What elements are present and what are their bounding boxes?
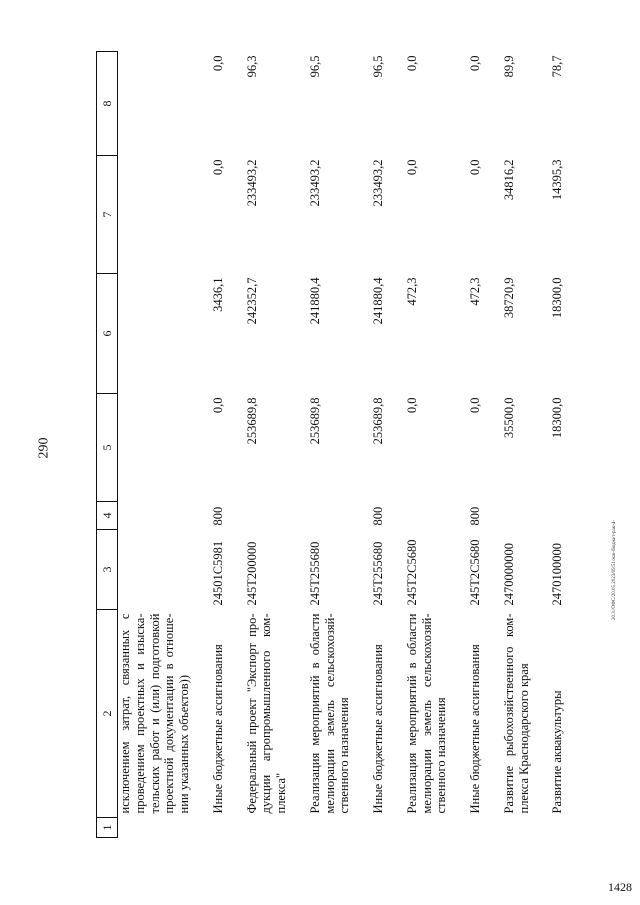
row-name-cell: Развитие рыбохозяйственного ком-плекса Краснодарского края [501,613,531,814]
row-approved-cell: 241880,4 [371,277,385,325]
row-executed-cell [118,156,208,274]
row-percent-cell: 96,3 [244,55,259,78]
row-executed-cell: 14395,3 [550,159,565,201]
row-plan-cell: 253689,8 [371,397,385,445]
row-name-cell: исключением затрат, связанных с проведением проектных и изыска-тельских работ и (или) подготовкой проектной документации в отноше-нии указанных объектов)) [118,613,191,814]
header-col-8: 8 [97,52,118,156]
row-percent-cell: 0,0 [210,55,225,72]
row-plan-cell: 0,0 [210,397,225,414]
row-approved-cell: 38720,9 [501,277,516,319]
table-header-row [97,52,118,838]
row-index-cell [242,818,305,838]
row-code-cell: 245T255680 [371,541,385,606]
header-col-3: 3 [97,530,118,610]
table-row [499,52,548,838]
header-col-1: 1 [97,818,118,838]
row-approved-cell: 472,3 [404,277,419,306]
header-col-6: 6 [97,274,118,394]
header-col-2: 2 [97,610,118,818]
table-row [465,52,499,838]
row-code-cell: 245T255680 [307,541,322,606]
header-col-4: 4 [97,502,118,530]
row-index-cell [305,818,368,838]
table-row [402,52,465,838]
row-percent-cell: 96,5 [307,55,322,78]
row-executed-cell: 233493,2 [307,159,322,207]
row-plan-cell: 18300,0 [550,397,565,439]
row-type-cell [547,502,581,530]
row-type-cell [305,502,368,530]
row-approved-cell: 18300,0 [550,277,565,319]
table-row [368,52,402,838]
row-code-cell: 245T200000 [244,541,259,606]
row-name-cell: Иные бюджетные ассигнования [468,644,482,814]
row-executed-cell: 233493,2 [371,159,385,207]
row-type-cell [242,502,305,530]
row-index-cell [208,818,242,838]
table-row [547,52,581,838]
row-code-cell [118,530,208,610]
table-row [242,52,305,838]
row-percent-cell: 0,0 [404,55,419,72]
row-percent-cell: 78,7 [550,55,565,78]
row-type-cell: 800 [371,506,385,526]
row-type-cell [402,502,465,530]
row-executed-cell: 0,0 [210,159,225,176]
rotated-table-container [96,52,581,838]
row-approved-cell [118,274,208,394]
row-executed-cell: 0,0 [468,159,482,176]
row-type-cell: 800 [468,506,482,526]
row-index-cell [547,818,581,838]
row-name-cell: Иные бюджетные ассигнования [210,644,225,814]
table-row [118,52,208,838]
row-name-cell: Развитие аквакультуры [550,690,565,814]
row-code-cell: 2470100000 [550,543,565,606]
row-code-cell: 245T2C5680 [404,539,419,606]
row-approved-cell: 241880,4 [307,277,322,325]
row-plan-cell: 35500,0 [501,397,516,439]
table-row [208,52,242,838]
row-plan-cell: 0,0 [468,397,482,414]
row-index-cell [465,818,499,838]
page-number: 290 [36,437,52,459]
row-code-cell: 24501C5981 [210,540,225,606]
row-code-cell: 2470000000 [501,543,516,606]
footer-page-number: 1428 [608,880,632,894]
row-plan-cell: 0,0 [404,397,419,414]
row-type-cell: 800 [210,506,225,526]
row-approved-cell: 3436,1 [210,277,225,312]
row-name-cell: Иные бюджетные ассигнования [371,644,385,814]
row-percent-cell [118,52,208,156]
row-percent-cell: 96,5 [371,55,385,78]
table-row [305,52,368,838]
header-col-7: 7 [97,156,118,274]
row-index-cell [402,818,465,838]
table-body [118,52,582,838]
row-percent-cell: 0,0 [468,55,482,72]
row-percent-cell: 89,9 [501,55,516,78]
row-type-cell [118,502,208,530]
row-type-cell [499,502,548,530]
row-name-cell: Реализация мероприятий в области мелиорации земель сельскохозяй-ственного назначения [404,613,449,814]
file-stamp: 20.3./ОФС/20.05.2023/09:51/жж-бюджет-рак-4- [612,520,617,620]
row-executed-cell: 233493,2 [244,159,259,207]
row-plan-cell: 253689,8 [307,397,322,445]
row-executed-cell: 34816,2 [501,159,516,201]
row-executed-cell: 0,0 [404,159,419,176]
row-name-cell: Реализация мероприятий в области мелиорации земель сельскохозяй-ственного назначения [307,613,352,814]
row-index-cell [368,818,402,838]
row-index-cell [499,818,548,838]
row-plan-cell: 253689,8 [244,397,259,445]
row-approved-cell: 472,3 [468,277,482,306]
header-col-5: 5 [97,394,118,502]
row-plan-cell [118,394,208,502]
row-name-cell: Федеральный проект "Экспорт про-дукции агропромышленного ком-плекса" [244,613,288,814]
row-index-cell [118,818,208,838]
budget-table [96,51,581,838]
row-approved-cell: 242352,7 [244,277,259,325]
row-code-cell: 245T2C5680 [468,539,482,606]
